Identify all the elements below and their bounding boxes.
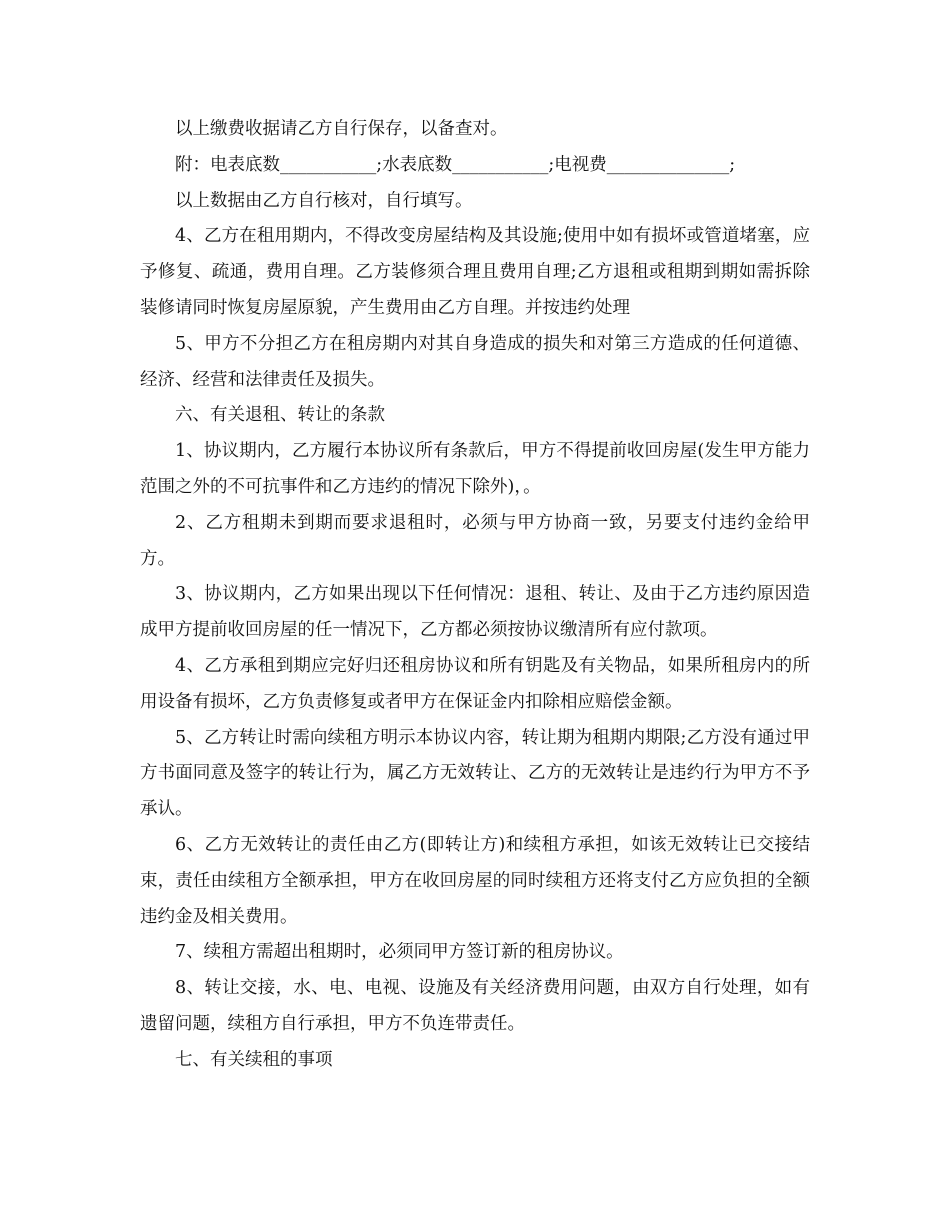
paragraph-6-5: 5、乙方转让时需向续租方明示本协议内容，转让期为租期内期限;乙方没有通过甲方书面同意及签字的转让行为，属乙方无效转让、乙方的无效转让是违约行为甲方不予承认。 <box>140 727 810 820</box>
paragraph-6-8: 8、转让交接，水、电、电视、设施及有关经济费用问题，由双方自行处理，如有遗留问题，续租方自行承担，甲方不负连带责任。 <box>140 978 810 1034</box>
paragraph-6-2: 2、乙方租期未到期而要求退租时，必须与甲方协商一致，另要支付违约金给甲方。 <box>140 512 810 569</box>
section-heading-6: 六、有关退租、转让的条款 <box>175 405 385 426</box>
paragraph-6-1: 1、协议期内，乙方履行本协议所有条款后，甲方不得提前收回房屋(发生甲方能力范围之外的不可抗事件和乙方违约的情况下除外)，。 <box>140 441 810 497</box>
paragraph-receipt-note: 以上缴费收据请乙方自行保存，以备查对。 <box>175 119 508 139</box>
paragraph-6-7: 7、续租方需超出租期时，必须同甲方签订新的租房协议。 <box>175 942 624 963</box>
section-heading-7: 七、有关续租的事项 <box>175 1049 333 1070</box>
paragraph-6-6: 6、乙方无效转让的责任由乙方(即转让方)和续租方承担，如该无效转让已交接结束，责任由续租方全额承担，甲方在收回房屋的同时续租方还将支付乙方应负担的全额违约金及相关费用。 <box>140 834 810 927</box>
paragraph-self-check: 以上数据由乙方自行核对，自行填写。 <box>175 190 473 211</box>
paragraph-meter-readings: 附：电表底数___________;水表底数___________;电视费______________; <box>175 154 736 175</box>
document-body <box>140 112 810 1079</box>
paragraph-clause-4-structure: 4、乙方在租用期内，不得改变房屋结构及其设施;使用中如有损坏或管道堵塞，应予修复、疏通，费用自理。乙方装修须合理且费用自理;乙方退租或租期到期如需拆除装修请同时恢复房屋原貌，产生费用由乙方自理。并按违约处理 <box>140 226 810 318</box>
paragraph-clause-5-liability: 5、甲方不分担乙方在租房期内对其自身造成的损失和对第三方造成的任何道德、经济、经营和法律责任及损失。 <box>140 333 810 390</box>
paragraph-6-4: 4、乙方承租到期应完好归还租房协议和所有钥匙及有关物品，如果所租房内的所用设备有损坏，乙方负责修复或者甲方在保证金内扣除相应赔偿金额。 <box>140 655 810 712</box>
paragraph-6-3: 3、协议期内，乙方如果出现以下任何情况：退租、转让、及由于乙方违约原因造成甲方提前收回房屋的任一情况下，乙方都必须按协议缴清所有应付款项。 <box>140 584 810 641</box>
